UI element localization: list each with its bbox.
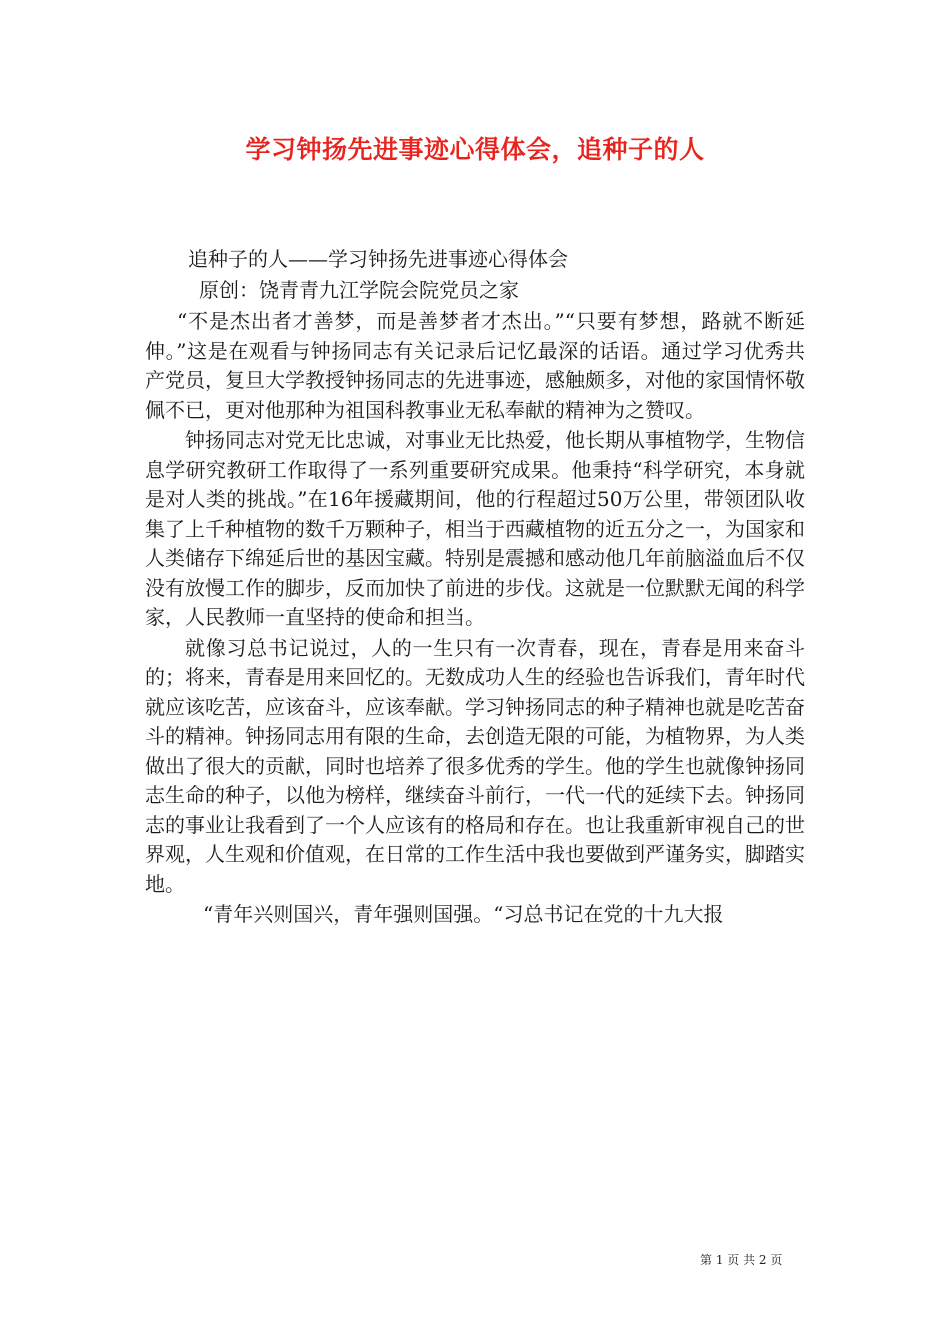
paragraph-2: 钟扬同志对党无比忠诚，对事业无比热爱，他长期从事植物学，生物信息学研究教研工作取得了一系列重要研究成果。他秉持“科学研究，本身就是对人类的挑战。”在16年援藏期间，他的行程超过50万公里，带领团队收集了上千种植物的数千万颗种子，相当于西藏植物的近五分之一，为国家和人类储存下绵延后世的基因宝藏。特别是震撼和感动他几年前脑溢血后不仅没有放慢工作的脚步，反而加快了前进的步伐。这就是一位默默无闻的科学家，人民教师一直坚持的使命和担当。 xyxy=(145,428,805,629)
page-number: 第 1 页 共 2 页 xyxy=(700,1253,783,1267)
document-title: 学习钟扬先进事迹心得体会，追种子的人 xyxy=(245,135,705,164)
paragraph-3: 就像习总书记说过，人的一生只有一次青春，现在，青春是用来奋斗的；将来，青春是用来回忆的。无数成功人生的经验也告诉我们，青年时代就应该吃苦，应该奋斗，应该奉献。学习钟扬同志的种子精神也就是吃苦奋斗的精神。钟扬同志用有限的生命，去创造无限的可能，为植物界，为人类做出了很大的贡献，同时也培养了很多优秀的学生。他的学生也就像钟扬同志生命的种子，以他为榜样，继续奋斗前行，一代一代的延续下去。钟扬同志的事业让我看到了一个人应该有的格局和存在。也让我重新审视自己的世界观，人生观和价值观，在日常的工作生活中我也要做到严谨务实，脚踏实地。 xyxy=(145,635,805,896)
paragraph-1: “不是杰出者才善梦，而是善梦者才杰出。”“只要有梦想，路就不断延伸。”这是在观看与钟扬同志有关记录后记忆最深的话语。通过学习优秀共产党员，复旦大学教授钟扬同志的先进事迹，感触颇多，对他的家国情怀敬佩不已，更对他那种为祖国科教事业无私奉献的精神为之赞叹。 xyxy=(145,309,805,422)
document-body xyxy=(145,244,805,930)
document-subtitle: 追种子的人——学习钟扬先进事迹心得体会 xyxy=(188,247,568,271)
paragraph-4: “青年兴则国兴，青年强则国强。“习总书记在党的十九大报 xyxy=(203,902,724,926)
document-byline: 原创：饶青青九江学院会院党员之家 xyxy=(199,278,519,302)
